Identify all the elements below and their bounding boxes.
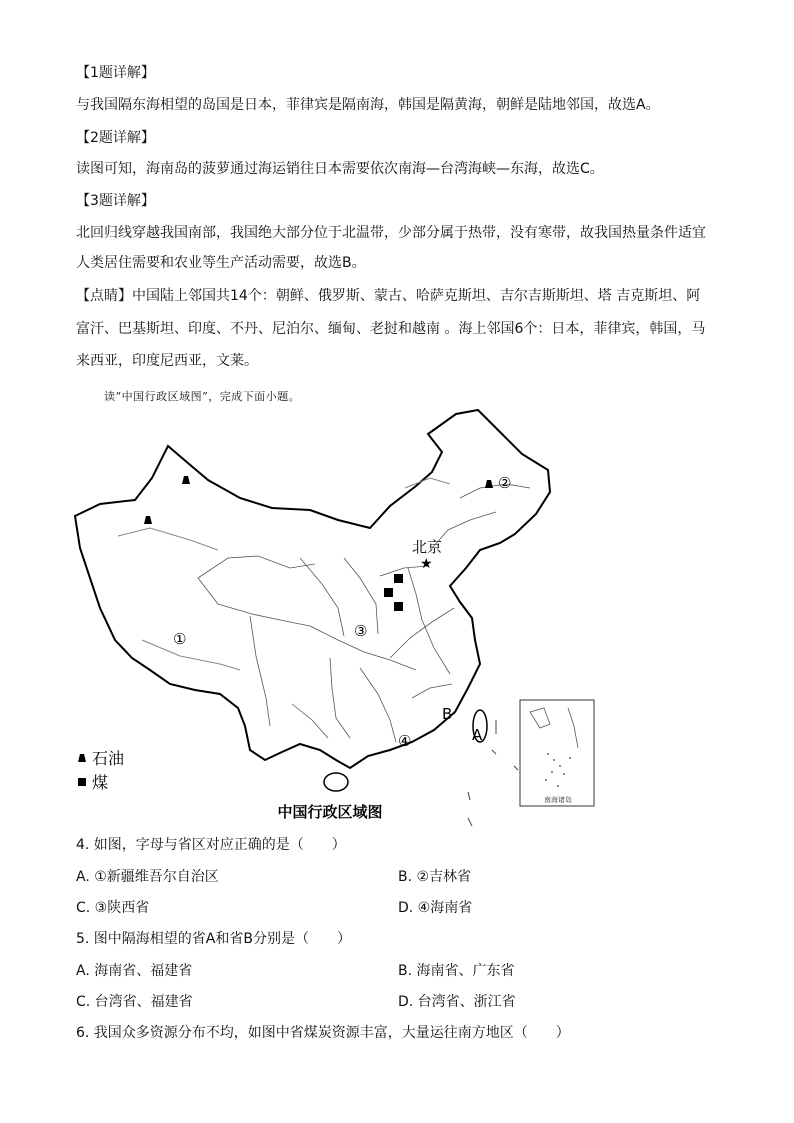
marker-1: ① [173, 630, 187, 648]
q5-option-d: D. 台湾省、浙江省 [398, 994, 516, 1010]
q1-heading: 【1题详解】 [76, 65, 155, 81]
q5-option-c: C. 台湾省、福建省 [76, 994, 193, 1010]
legend-oil-label: 石油 [92, 749, 125, 768]
coal-symbol [394, 574, 403, 583]
tip-line2: 富汗、巴基斯坦、印度、不丹、尼泊尔、缅甸、老挝和越南 。海上邻国6个：日本，菲律宾，韩国，马 [76, 321, 706, 337]
q4-option-d: D. ④海南省 [398, 900, 473, 916]
marker-4: ④ [398, 732, 412, 750]
south-china-sea-inset [520, 700, 594, 806]
beijing-label: 北京 [412, 538, 443, 556]
hainan-island [324, 773, 348, 791]
coal-symbol [384, 588, 393, 597]
q2-explanation: 读图可知，海南岛的菠萝通过海运销往日本需要依次南海—台湾海峡—东海，故选C。 [76, 161, 604, 177]
q1-explanation: 与我国隔东海相望的岛国是日本，菲律宾是隔南海，韩国是隔黄海，朝鲜是陆地邻国，故选A。 [76, 97, 660, 113]
legend-oil-icon [78, 754, 86, 762]
q4-option-b: B. ②吉林省 [398, 869, 472, 885]
letter-a: A [472, 726, 483, 744]
q2-heading: 【2题详解】 [76, 130, 155, 146]
q3-explanation-line2: 人类居住需要和农业等生产活动需要，故选B。 [76, 255, 366, 271]
map-caption: 中国行政区域图 [277, 803, 383, 821]
tip-line3: 来西亚，印度尼西亚，文莱。 [76, 353, 258, 369]
marker-3: ③ [354, 622, 368, 640]
coal-symbol [394, 602, 403, 611]
marker-2: ② [498, 474, 512, 492]
map-legend [78, 749, 124, 792]
question-6: 6. 我国众多资源分布不均，如图中省煤炭资源丰富，大量运往南方地区（ ） [76, 1025, 570, 1041]
question-4: 4. 如图，字母与省区对应正确的是（ ） [76, 837, 346, 853]
q3-heading: 【3题详解】 [76, 193, 155, 209]
china-map [60, 408, 600, 828]
q3-explanation-line1: 北回归线穿越我国南部，我国绝大部分位于北温带，少部分属于热带，没有寒带，故我国热量条件适宜 [76, 225, 706, 241]
inset-label: 南海诸岛 [544, 796, 572, 804]
legend-coal-icon [78, 778, 86, 786]
map-instruction: 读“中国行政区域图”，完成下面小题。 [104, 390, 301, 403]
question-5: 5. 图中隔海相望的省A和省B分别是（ ） [76, 931, 351, 947]
legend-coal-label: 煤 [92, 773, 109, 792]
letter-b: B [442, 705, 453, 723]
q4-option-a: A. ①新疆维吾尔自治区 [76, 869, 219, 885]
q4-option-c: C. ③陕西省 [76, 900, 150, 916]
q5-option-a: A. 海南省、福建省 [76, 963, 193, 979]
beijing-star-icon: ★ [420, 556, 433, 572]
q5-option-b: B. 海南省、广东省 [398, 963, 515, 979]
tip-line1: 【点睛】中国陆上邻国共14个：朝鲜、俄罗斯、蒙古、哈萨克斯坦、吉尔吉斯斯坦、塔 吉克斯坦、阿 [76, 288, 701, 304]
